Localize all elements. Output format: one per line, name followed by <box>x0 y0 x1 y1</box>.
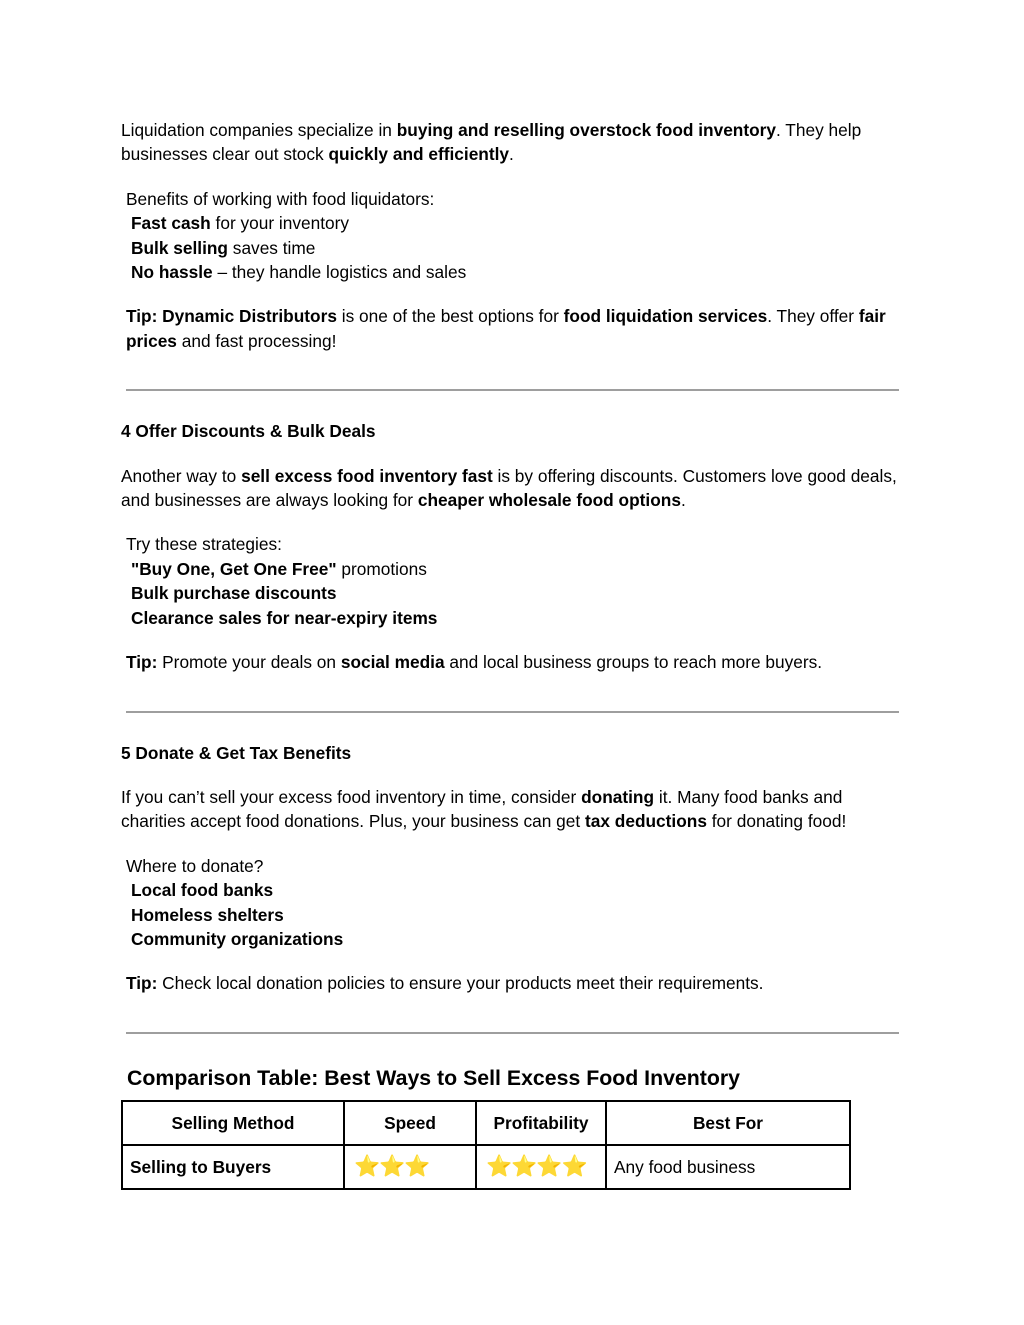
comparison-table <box>121 1100 851 1190</box>
list-item: "Buy One, Get One Free" promotions <box>131 558 427 579</box>
header-profitability: Profitability <box>476 1101 606 1145</box>
section-heading-discounts: 4 Offer Discounts & Bulk Deals <box>121 421 376 442</box>
list-item: Clearance sales for near-expiry items <box>131 607 438 628</box>
list-item: Bulk purchase discounts <box>131 583 337 604</box>
section-heading-donate: 5 Donate & Get Tax Benefits <box>121 742 352 763</box>
list-item: Community organizations <box>131 928 344 949</box>
header-best-for: Best For <box>606 1101 850 1145</box>
list-item: Bulk selling saves time <box>131 237 316 258</box>
table-row <box>122 1145 850 1189</box>
liquidation-tip: Tip: Dynamic Distributors is one of the best options for food liquidation services. They offer fair prices and fast processing! <box>126 306 886 351</box>
strategies-label: Try these strategies: <box>126 534 282 555</box>
header-selling-method: Selling Method <box>122 1101 344 1145</box>
table-header-row <box>122 1101 850 1145</box>
where-label: Where to donate? <box>126 855 264 876</box>
benefits-label: Benefits of working with food liquidators: <box>126 188 435 209</box>
list-item: No hassle – they handle logistics and sales <box>131 262 467 283</box>
strategies-list <box>121 532 911 630</box>
list-item: Homeless shelters <box>131 904 284 925</box>
discounts-tip: Tip: Promote your deals on social media and local business groups to reach more buyers. <box>126 652 823 673</box>
comparison-title: Comparison Table: Best Ways to Sell Excess Food Inventory <box>127 1065 741 1090</box>
donate-tip: Tip: Check local donation policies to ensure your products meet their requirements. <box>126 973 764 994</box>
profitability-star-rating: ⭐⭐⭐⭐ <box>476 1145 606 1189</box>
speed-star-rating: ⭐⭐⭐ <box>344 1145 476 1189</box>
benefits-list <box>121 187 911 285</box>
donate-intro: If you can’t sell your excess food inventory in time, consider donating it. Many food banks and charities accept food donations. Plus, your business can get tax deductions for donating food! <box>121 786 847 832</box>
donate-places-list <box>121 854 911 952</box>
header-speed: Speed <box>344 1101 476 1145</box>
discounts-intro: Another way to sell excess food inventory fast is by offering discounts. Customers love good deals, and businesses are always looking for cheaper wholesale food options. <box>121 465 897 511</box>
list-item: Fast cash for your inventory <box>131 213 350 234</box>
liquidation-intro: Liquidation companies specialize in buying and reselling overstock food inventory. They help businesses clear out stock quickly and efficiently. <box>121 120 862 165</box>
list-item: Local food banks <box>131 880 274 901</box>
cell-best-for: Any food business <box>606 1145 850 1189</box>
cell-method: Selling to Buyers <box>122 1145 344 1189</box>
document-page <box>121 118 911 1190</box>
